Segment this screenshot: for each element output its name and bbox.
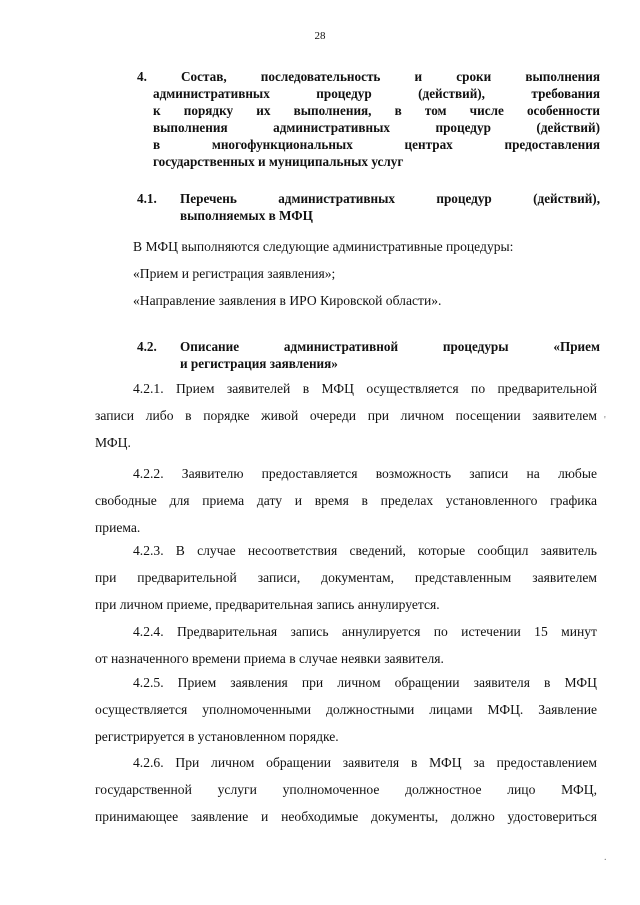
paragraph-line: записи либо в порядке живой очереди при личном посещении заявителем — [95, 408, 597, 423]
scan-mark: ' — [604, 415, 606, 426]
paragraph-line: 4.2.1. Прием заявителей в МФЦ осуществляется по предварительной — [133, 381, 597, 396]
paragraph-line: при личном приеме, предварительная запись аннулируется. — [95, 597, 440, 612]
paragraph-line: 4.2.4. Предварительная запись аннулируется по истечении 15 минут — [133, 624, 597, 639]
paragraph-4-2-2 — [95, 460, 597, 541]
paragraph-line: 4.2.2. Заявителю предоставляется возможность записи на любые — [133, 466, 597, 481]
section-4-2-line: Описание административной процедуры «Прием — [180, 339, 600, 354]
section-4-line: административных процедур (действий), требования — [153, 86, 600, 101]
paragraph-line: 4.2.3. В случае несоответствия сведений, которые сообщил заявитель — [133, 543, 597, 558]
paragraph-line: приема. — [95, 520, 141, 535]
paragraph-line: принимающее заявление и необходимые документы, должно удостовериться — [95, 809, 597, 824]
section-4-1-line: Перечень административных процедур (действий), — [180, 191, 600, 206]
section-4-1-line: выполняемых в МФЦ — [180, 208, 313, 223]
paragraph-line: от назначенного времени приема в случае неявки заявителя. — [95, 651, 444, 666]
paragraph-line: регистрируется в установленном порядке. — [95, 729, 339, 744]
section-4-heading — [137, 68, 600, 170]
paragraph-4-2-6 — [95, 749, 597, 830]
paragraph-4-2-1 — [95, 375, 597, 456]
page-number: 28 — [314, 30, 326, 42]
paragraph-line: 4.2.6. При личном обращении заявителя в МФЦ за предоставлением — [133, 755, 597, 770]
procedure-item: «Направление заявления в ИРО Кировской области». — [133, 293, 442, 308]
paragraph-line: при предварительной записи, документам, представленным заявителем — [95, 570, 597, 585]
intro-text: В МФЦ выполняются следующие административные процедуры: — [133, 239, 514, 254]
section-4-line: выполнения административных процедур (действий) — [153, 120, 600, 135]
paragraph-line: свободные для приема дату и время в пределах установленного графика — [95, 493, 597, 508]
paragraph-line: осуществляется уполномоченными должностными лицами МФЦ. Заявление — [95, 702, 597, 717]
paragraph-4-2-5 — [95, 669, 597, 750]
procedure-item: «Прием и регистрация заявления»; — [133, 266, 336, 281]
scan-mark: . — [604, 852, 607, 863]
section-4-2-line: и регистрация заявления» — [180, 356, 338, 371]
paragraph-line: МФЦ. — [95, 435, 131, 450]
paragraph-4-2-4 — [95, 618, 597, 672]
paragraph-4-2-3 — [95, 537, 597, 618]
section-4-1-number: 4.1. — [137, 191, 157, 206]
paragraph-line: 4.2.5. Прием заявления при личном обращении заявителя в МФЦ — [133, 675, 597, 690]
section-4-2-heading — [180, 338, 600, 372]
section-4-1-heading — [180, 190, 600, 224]
paragraph-line: государственной услуги уполномоченное должностное лицо МФЦ, — [95, 782, 597, 797]
section-4-line: в многофункциональных центрах предоставления — [153, 137, 600, 152]
section-4-2-number: 4.2. — [137, 339, 157, 354]
section-4-line: к порядку их выполнения, в том числе особенности — [153, 103, 600, 118]
section-4-line: 4. Состав, последовательность и сроки выполнения — [137, 69, 600, 84]
section-4-line: государственных и муниципальных услуг — [153, 154, 404, 169]
